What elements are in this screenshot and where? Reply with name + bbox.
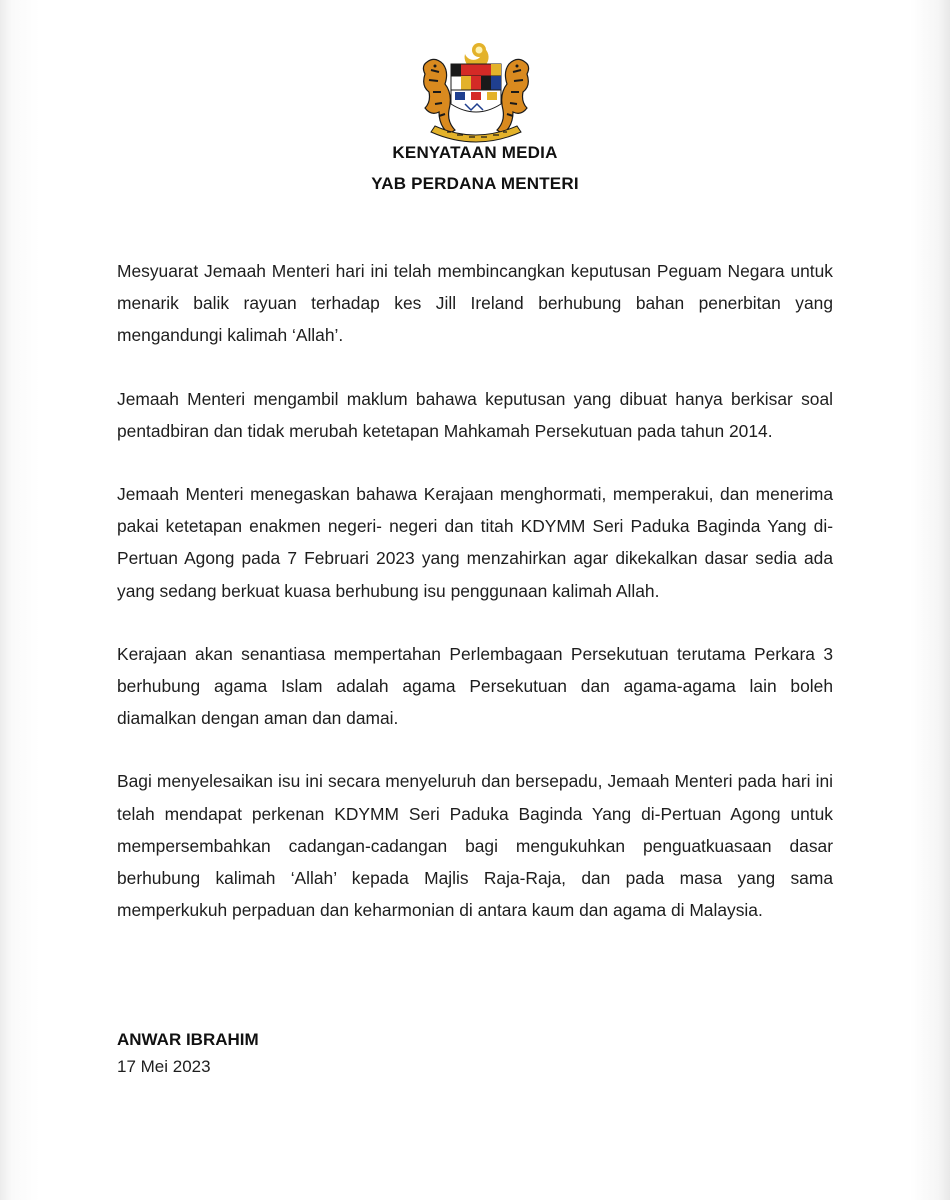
right-tiger	[497, 59, 529, 134]
left-tiger	[423, 59, 455, 134]
paragraph: Jemaah Menteri menegaskan bahawa Kerajaan menghormati, memperakui, dan menerima pakai ketetapan enakmen negeri- negeri dan titah KDYMM Seri Paduka Baginda Yang di-Pertuan Agong pada 7 Februari 2023 yang menzahirkan agar dikekalkan dasar sedia ada yang sedang berkuat kuasa berhubung isu penggunaan kalimah Allah.	[117, 484, 833, 601]
signature-block	[117, 1027, 259, 1081]
statement-date: 17 Mei 2023	[117, 1057, 211, 1076]
paragraph: Bagi menyelesaikan isu ini secara menyeluruh dan bersepadu, Jemaah Menteri pada hari ini telah mendapat perkenan KDYMM Seri Paduka Baginda Yang di-Pertuan Agong untuk mempersembahkan cadangan-cadangan bagi mengukuhkan penguatkuasaan dasar berhubung kalimah ‘Allah’ kepada Majlis Raja-Raja, dan pada masa yang sama memperkukuh perpaduan dan keharmonian di antara kaum dan agama di Malaysia.	[117, 771, 833, 921]
document-title: KENYATAAN MEDIA	[392, 143, 558, 162]
paragraph: Jemaah Menteri mengambil maklum bahawa keputusan yang dibuat hanya berkisar soal pentadbiran dan tidak merubah ketetapan Mahkamah Persekutuan pada tahun 2014.	[117, 388, 833, 441]
malaysia-coat-of-arms-icon	[413, 40, 539, 148]
document-subtitle: YAB PERDANA MENTERI	[371, 174, 579, 193]
paragraph: Mesyuarat Jemaah Menteri hari ini telah membincangkan keputusan Peguam Negara untuk menarik balik rayuan terhadap kes Jill Ireland berhubung bahan penerbitan yang mengandungi kalimah ‘Allah’.	[117, 261, 833, 346]
statement-body	[117, 255, 833, 957]
crest-shield	[451, 64, 501, 112]
signatory-name: ANWAR IBRAHIM	[117, 1030, 259, 1049]
paragraph: Kerajaan akan senantiasa mempertahan Perlembagaan Persekutuan terutama Perkara 3 berhubung agama Islam adalah agama Persekutuan dan agama-agama lain boleh diamalkan dengan aman dan damai.	[117, 643, 833, 729]
